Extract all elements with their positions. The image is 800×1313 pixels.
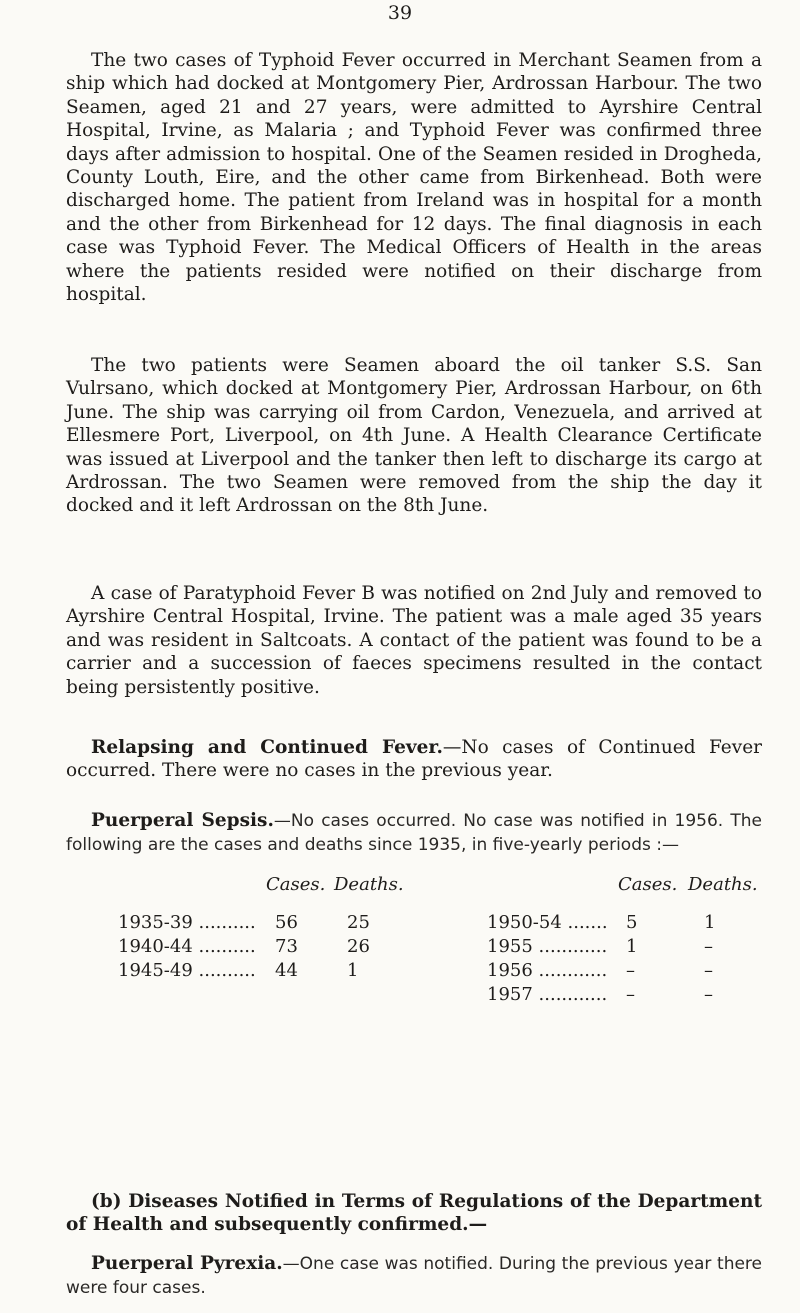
period-label: 1945-49 .......... [118, 960, 256, 981]
cases-value: 1 [626, 936, 638, 957]
heading-regulations: (b) Diseases Notified in Terms of Regulations of the Department of Health and subsequently confirmed.— [66, 1191, 762, 1236]
paragraph-paratyphoid: A case of Paratyphoid Fever B was notified on 2nd July and removed to Ayrshire Central Hospital, Irvine. The patient was a male aged 35 years and was resident in Saltcoats. A contact of the patient was found to be a carrier and a succession of faeces specimens resulted in the contact being persistently positive. [66, 583, 762, 698]
paragraph-puerperal-pyrexia [66, 1252, 762, 1301]
deaths-value: 1 [347, 960, 359, 981]
deaths-value: – [704, 984, 713, 1005]
deaths-value: 1 [704, 912, 716, 933]
heading-puerperal-sepsis: Puerperal Sepsis. [91, 810, 274, 831]
deaths-value: – [704, 960, 713, 981]
deaths-value: – [704, 936, 713, 957]
paragraph-tanker: The two patients were Seamen aboard the oil tanker S.S. San Vulrsano, which docked at Montgomery Pier, Ardrossan Harbour, on 6th June. The ship was carrying oil from Cardon, Venezuela, and arrived at Ellesmere Port, Liverpool, on 4th June. A Health Clearance Certificate was issued at Liverpool and the tanker then left to discharge its cargo at Ardrossan. The two Seamen were removed from the ship the day it docked and it left Ardrossan on the 8th June. [66, 355, 762, 517]
paragraph-puerperal-sepsis [66, 809, 762, 858]
period-label: 1956 ............ [487, 960, 608, 981]
heading-relapsing-fever: Relapsing and Continued Fever. [91, 737, 443, 758]
paragraph-regulations-heading [66, 1190, 762, 1237]
period-label: 1957 ............ [487, 984, 608, 1005]
paragraph-typhoid-cases: The two cases of Typhoid Fever occurred in Merchant Seamen from a ship which had docked at Montgomery Pier, Ardrossan Harbour. The two Seamen, aged 21 and 27 years, were admitted to Ayrshire Central Hospital, Irvine, as Malaria ; and Typhoid Fever was confirmed three days after admission to hospital. One of the Seamen resided in Drogheda, County Louth, Eire, and the other came from Birkenhead. Both were discharged home. The patient from Ireland was in hospital for a month and the other from Birkenhead for 12 days. The final diagnosis in each case was Typhoid Fever. The Medical Officers of Health in the areas where the patients resided were notified on their discharge from hospital. [66, 50, 762, 306]
header-cases-right: Cases. [618, 874, 678, 895]
cases-value: 5 [626, 912, 638, 933]
page-number: 39 [387, 2, 413, 24]
heading-puerperal-pyrexia: Puerperal Pyrexia. [91, 1253, 283, 1274]
period-label: 1955 ............ [487, 936, 608, 957]
relapsing-fever-text: —No cases of Continued Fever occurred. There were no cases in the previous year. [66, 737, 763, 782]
puerperal-sepsis-text: —No cases occurred. No case was notified in 1956. The following are the cases and deaths since 1935, in five-yearly periods :— [66, 811, 762, 856]
period-label: 1940-44 .......... [118, 936, 256, 957]
header-deaths-left: Deaths. [334, 874, 404, 895]
deaths-value: 26 [347, 936, 370, 957]
period-label: 1935-39 .......... [118, 912, 256, 933]
header-deaths-right: Deaths. [688, 874, 758, 895]
period-label: 1950-54 ....... [487, 912, 608, 933]
paragraph-relapsing-fever [66, 736, 762, 783]
puerperal-pyrexia-text: —One case was notified. During the previous year there were four cases. [66, 1254, 763, 1299]
cases-value: 73 [275, 936, 298, 957]
sepsis-cases-table [66, 874, 762, 1034]
cases-value: 56 [275, 912, 298, 933]
deaths-value: 25 [347, 912, 370, 933]
cases-value: 44 [275, 960, 298, 981]
cases-value: – [626, 960, 635, 981]
header-cases-left: Cases. [266, 874, 326, 895]
cases-value: – [626, 984, 635, 1005]
